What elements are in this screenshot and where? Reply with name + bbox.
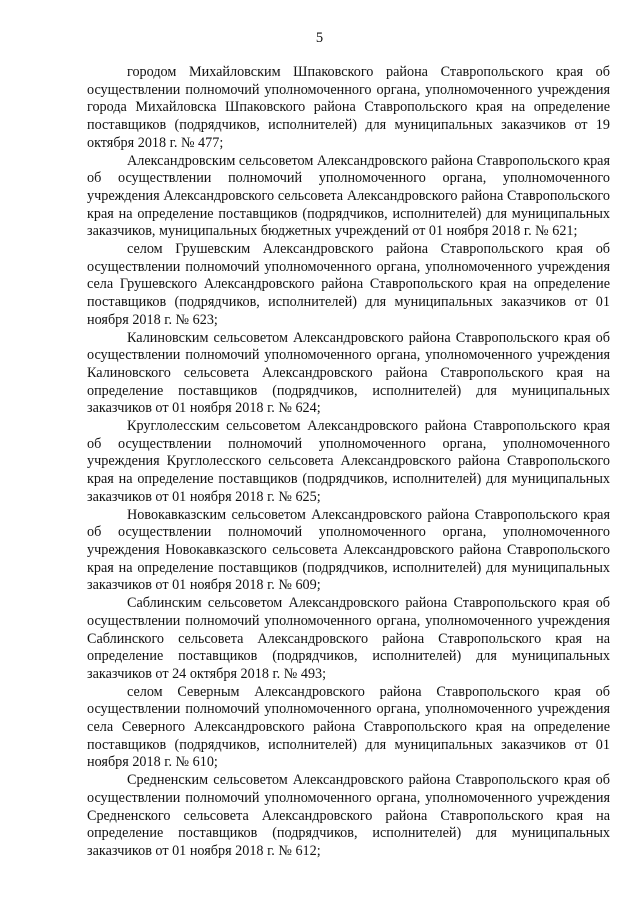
agreement-paragraph-grushevskoe: селом Грушевским Александровского района Ставропольского края об осуществлении полномочий уполномоченного органа, уполномоченного учреждения села Грушевского Александровского района Ставропольского края на определение поставщиков (подрядчиков, исполнителей) для муниципальных заказчиков от 01 ноября 2018 г. № 623;: [87, 241, 610, 328]
agreement-paragraph-novokavkazskiy: Новокавказским сельсоветом Александровского района Ставропольского края об осуществлении полномочий уполномоченного органа, уполномоченного учреждения Новокавказского сельсовета Александровского района Ставропольского края на определение поставщиков (подрядчиков, исполнителей) для муниципальных заказчиков от 01 ноября 2018 г. № 609;: [87, 506, 610, 594]
agreement-paragraph-srednenskiy: Средненским сельсоветом Александровского района Ставропольского края об осуществлении полномочий уполномоченного органа, уполномоченного учреждения Средненского сельсовета Александровского района Ставропольского края на определение поставщиков (подрядчиков, исполнителей) для муниципальных заказчиков от 01 ноября 2018 г. № 612;: [87, 772, 610, 859]
agreement-paragraph-severnoe: селом Северным Александровского района Ставропольского края об осуществлении полномочий уполномоченного органа, уполномоченного учреждения села Северного Александровского района Ставропольского края на определение поставщиков (подрядчиков, исполнителей) для муниципальных заказчиков от 01 ноября 2018 г. № 610;: [87, 683, 610, 771]
agreement-paragraph-mikhaylovsk: городом Михайловским Шпаковского района Ставропольского края об осуществлении полномочий уполномоченного органа, уполномоченного учреждения города Михайловска Шпаковского района Ставропольского края на определение поставщиков (подрядчиков, исполнителей) для муниципальных заказчиков от 19 октября 2018 г. № 477;: [87, 64, 610, 151]
agreement-paragraph-krugloleskiy: Круглолесским сельсоветом Александровского района Ставропольского края об осуществлении полномочий уполномоченного органа, уполномоченного учреждения Круглолесского сельсовета Александровского района Ставропольского края на определение поставщиков (подрядчиков, исполнителей) для муниципальных заказчиков от 01 ноября 2018 г. № 625;: [87, 418, 610, 505]
agreement-paragraph-aleksandrovskiy: Александровским сельсоветом Александровского района Ставропольского края об осуществлении полномочий уполномоченного органа, уполномоченного учреждения Александровского сельсовета Александровского района Ставропольского края на определение поставщиков (подрядчиков, исполнителей) для муниципальных заказчиков, муниципальных бюджетных учреждений от 01 ноября 2018 г. № 621;: [87, 152, 610, 240]
agreement-paragraph-kalinovskiy: Калиновским сельсоветом Александровского района Ставропольского края об осуществлении полномочий уполномоченного органа, уполномоченного учреждения Калиновского сельсовета Александровского района Ставропольского края на определение поставщиков (подрядчиков, исполнителей) для муниципальных заказчиков от 01 ноября 2018 г. № 624;: [87, 329, 610, 417]
document-body: [87, 64, 610, 861]
page-number: 5: [315, 30, 324, 46]
agreement-paragraph-sablinskiy: Саблинским сельсоветом Александровского района Ставропольского края об осуществлении полномочий уполномоченного органа, уполномоченного учреждения Саблинского сельсовета Александровского района Ставропольского края на определение поставщиков (подрядчиков, исполнителей) для муниципальных заказчиков от 24 октября 2018 г. № 493;: [87, 595, 610, 682]
